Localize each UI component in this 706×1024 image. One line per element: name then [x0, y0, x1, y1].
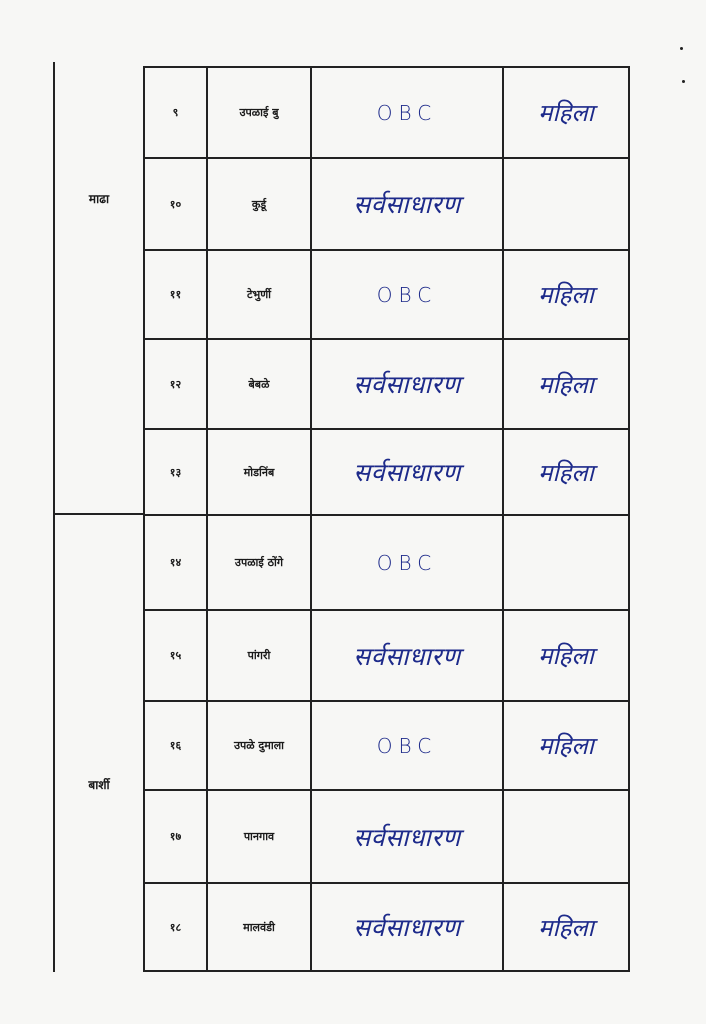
table-row	[145, 251, 628, 340]
village-name: कुर्डू	[208, 159, 312, 249]
district-label-barshi: बार्शी	[88, 778, 110, 792]
serial-number: ११	[145, 251, 208, 338]
serial-number: १०	[145, 159, 208, 249]
table-row	[145, 702, 628, 791]
category-handwritten: सर्वसाधारण	[353, 190, 461, 219]
village-name: टेभुर्णी	[208, 251, 312, 338]
category-handwritten: सर्वसाधारण	[353, 822, 461, 852]
village-name: मालवंडी	[208, 884, 312, 970]
category-handwritten: सर्वसाधारण	[353, 458, 461, 487]
village-name: मोडनिंब	[208, 430, 312, 514]
serial-number: १४	[145, 516, 208, 609]
table-row	[145, 611, 628, 702]
serial-number: ९	[145, 68, 208, 157]
women-reservation-handwritten: महिला	[538, 913, 594, 942]
stray-mark	[682, 80, 685, 83]
serial-number: १६	[145, 702, 208, 789]
serial-number: १२	[145, 340, 208, 428]
table-row	[145, 430, 628, 516]
village-name: बेबळे	[208, 340, 312, 428]
serial-number: १५	[145, 611, 208, 700]
women-reservation-handwritten: महिला	[538, 370, 594, 399]
reservation-table	[143, 66, 630, 972]
table-row	[145, 884, 628, 970]
category-handwritten: सर्वसाधारण	[353, 641, 461, 671]
women-reservation-handwritten: महिला	[538, 458, 594, 487]
women-reservation-handwritten: महिला	[538, 281, 594, 309]
district-label-madha: माढा	[88, 192, 110, 206]
category-handwritten: सर्वसाधारण	[353, 913, 461, 942]
village-name: पांगरी	[208, 611, 312, 700]
category-handwritten: OBC	[376, 100, 438, 125]
village-name: पानगाव	[208, 791, 312, 882]
table-row	[145, 340, 628, 430]
category-handwritten: सर्वसाधारण	[353, 370, 461, 399]
table-row	[145, 68, 628, 159]
women-reservation-handwritten: महिला	[538, 642, 594, 670]
table-row	[145, 159, 628, 251]
category-handwritten: OBC	[376, 550, 438, 575]
women-reservation-handwritten: महिला	[538, 99, 594, 127]
village-name: उपळाई ठोंगे	[208, 516, 312, 609]
women-reservation-handwritten: महिला	[538, 732, 594, 760]
category-handwritten: OBC	[376, 733, 438, 758]
district-divider	[55, 513, 143, 515]
serial-number: १३	[145, 430, 208, 514]
village-name: उपळे दुमाला	[208, 702, 312, 789]
table-row	[145, 516, 628, 611]
category-handwritten: OBC	[376, 282, 438, 307]
serial-number: १८	[145, 884, 208, 970]
village-name: उपळाई बु	[208, 68, 312, 157]
serial-number: १७	[145, 791, 208, 882]
table-row	[145, 791, 628, 884]
stray-mark	[680, 47, 683, 50]
